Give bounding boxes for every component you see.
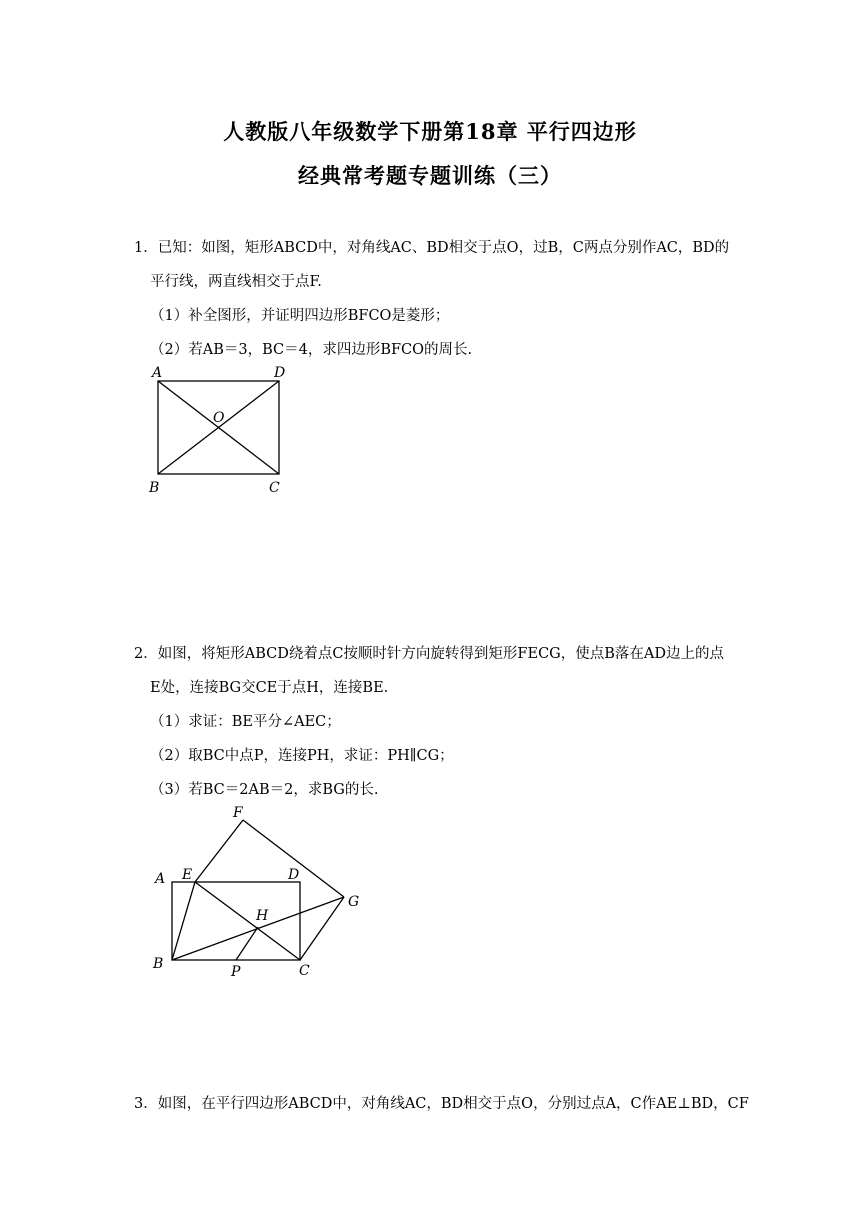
problem-2-line-2: E处，连接BG交CE于点H，连接BE.: [150, 680, 389, 696]
problem-2-part-2: （2）取BC中点P，连接PH，求证：PH∥CG；: [150, 748, 454, 764]
label-c: C: [299, 963, 310, 979]
label-b: B: [149, 480, 160, 496]
problem-1-line-2: 平行线，两直线相交于点F.: [150, 274, 322, 290]
document-title-line-1: 人教版八年级数学下册第18章 平行四边形: [223, 119, 637, 144]
problem-1-part-2: （2）若AB＝3，BC＝4，求四边形BFCO的周长.: [150, 342, 473, 358]
segment-fg: [243, 820, 344, 897]
label-a: A: [152, 365, 163, 381]
label-c: C: [269, 480, 280, 496]
problem-1-figure: [140, 360, 310, 500]
label-b: B: [153, 956, 164, 972]
segment-gc: [300, 897, 344, 960]
document-title-line-2: 经典常考题专题训练（三）: [298, 163, 562, 188]
segment-ef: [195, 820, 243, 882]
segment-bg: [172, 897, 344, 960]
label-d: D: [288, 867, 300, 883]
segment-ec: [195, 882, 300, 960]
label-p: P: [231, 964, 241, 980]
label-f: F: [233, 805, 243, 821]
segment-be: [172, 882, 195, 960]
problem-2-part-3: （3）若BC＝2AB＝2，求BG的长.: [150, 782, 379, 798]
label-g: G: [348, 894, 360, 910]
problem-3-line-1: 3．如图，在平行四边形ABCD中，对角线AC，BD相交于点O，分别过点A，C作AE⊥BD，CF: [134, 1096, 749, 1112]
problem-2-part-1: （1）求证：BE平分∠AEC；: [150, 714, 341, 730]
label-a: A: [155, 871, 166, 887]
label-o: O: [213, 410, 225, 426]
label-e: E: [182, 867, 193, 883]
problem-2-line-1: 2．如图，将矩形ABCD绕着点C按顺时针方向旋转得到矩形FECG，使点B落在AD边上的点: [134, 646, 725, 662]
label-d: D: [274, 365, 286, 381]
problem-1-part-1: （1）补全图形，并证明四边形BFCO是菱形；: [150, 308, 450, 324]
problem-2-figure: [140, 800, 380, 985]
problem-1-line-1: 1．已知：如图，矩形ABCD中，对角线AC、BD相交于点O，过B，C两点分别作AC，BD的: [134, 240, 730, 256]
label-h: H: [256, 908, 269, 924]
